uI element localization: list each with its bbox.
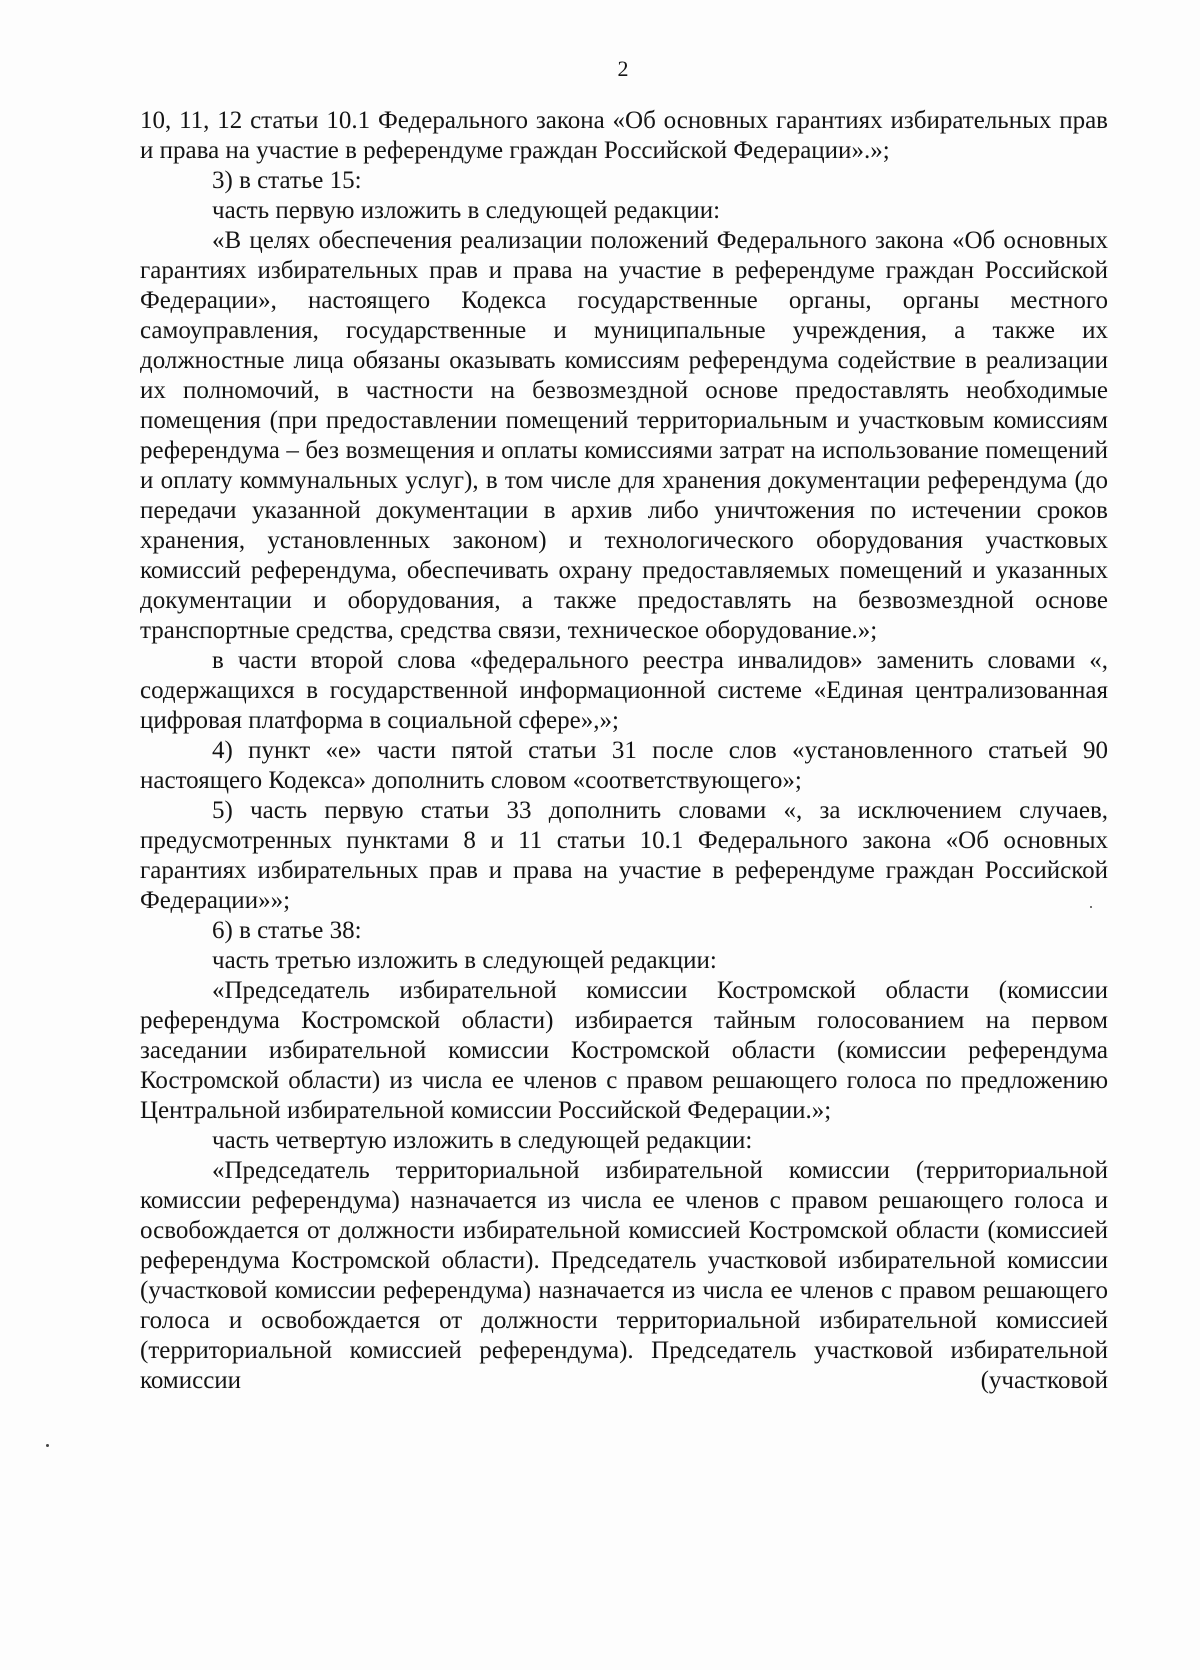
paragraph-part-one-instruction: часть первую изложить в следующей редакции: — [212, 197, 721, 224]
paragraph-item-6: 6) в статье 38: — [212, 917, 362, 944]
paragraph-item-5: 5) часть первую статьи 33 дополнить словами «, за исключением случаев, предусмотренных пунктами 8 и 11 статьи 10.1 Федерального закона «Об основных гарантиях избирательных прав и права на участие в референдуме граждан Российской Федерации»»; — [140, 797, 1108, 914]
paragraph-part-three-text: «Председатель избирательной комиссии Костромской области (комиссии референдума Костромской области) избирается тайным голосованием на первом заседании избирательной комиссии Костромской области (комиссии референдума Костромской области) из числа ее членов с правом решающего голоса по предложению Центральной избирательной комиссии Российской Федерации.»; — [140, 977, 1108, 1124]
paragraph-item-4: 4) пункт «е» части пятой статьи 31 после слов «установленного статьей 90 настоящего Кодекса» дополнить словом «соответствующего»; — [140, 737, 1108, 794]
paragraph-part-four-instruction: часть четвертую изложить в следующей редакции: — [212, 1127, 753, 1154]
document-body — [140, 106, 1108, 1396]
scan-speck — [46, 1444, 49, 1447]
paragraph-continuation: 10, 11, 12 статьи 10.1 Федерального закона «Об основных гарантиях избирательных прав и права на участие в референдуме граждан Российской Федерации».»; — [140, 107, 1108, 164]
paragraph-part-four-text: «Председатель территориальной избирательной комиссии (территориальной комиссии референдума) назначается из числа ее членов с правом решающего голоса и освобождается от должности избирательной комиссией Костромской области (комиссией референдума Костромской области). Председатель участковой избирательной комиссии (участковой комиссии референдума) назначается из числа ее членов с правом решающего голоса и освобождается от должности территориальной избирательной комиссией (территориальной комиссией референдума). Председатель участковой избирательной комиссии (участковой — [140, 1157, 1108, 1394]
paragraph-item-3: 3) в статье 15: — [212, 167, 362, 194]
paragraph-part-three-instruction: часть третью изложить в следующей редакции: — [212, 947, 717, 974]
page-number: 2 — [617, 56, 629, 81]
paragraph-part-two-amendment: в части второй слова «федерального реестра инвалидов» заменить словами «, содержащихся в государственной информационной системе «Единая централизованная цифровая платформа в социальной сфере»,»; — [140, 647, 1108, 734]
paragraph-part-one-text: «В целях обеспечения реализации положений Федерального закона «Об основных гарантиях избирательных прав и права на участие в референдуме граждан Российской Федерации», настоящего Кодекса государственные органы, органы местного самоуправления, государственные и муниципальные учреждения, а также их должностные лица обязаны оказывать комиссиям референдума содействие в реализации их полномочий, в частности на безвозмездной основе предоставлять необходимые помещения (при предоставлении помещений территориальным и участковым комиссиям референдума – без возмещения и оплаты комиссиями затрат на использование помещений и оплату коммунальных услуг), в том числе для хранения документации референдума (до передачи указанной документации в архив либо уничтожения по истечении сроков хранения, установленных законом) и технологического оборудования участковых комиссий референдума, обеспечивать охрану предоставляемых помещений и указанных документации и оборудования, а также предоставлять на безвозмездной основе транспортные средства, средства связи, техническое оборудование.»; — [140, 227, 1108, 644]
scan-speck — [1090, 906, 1092, 908]
